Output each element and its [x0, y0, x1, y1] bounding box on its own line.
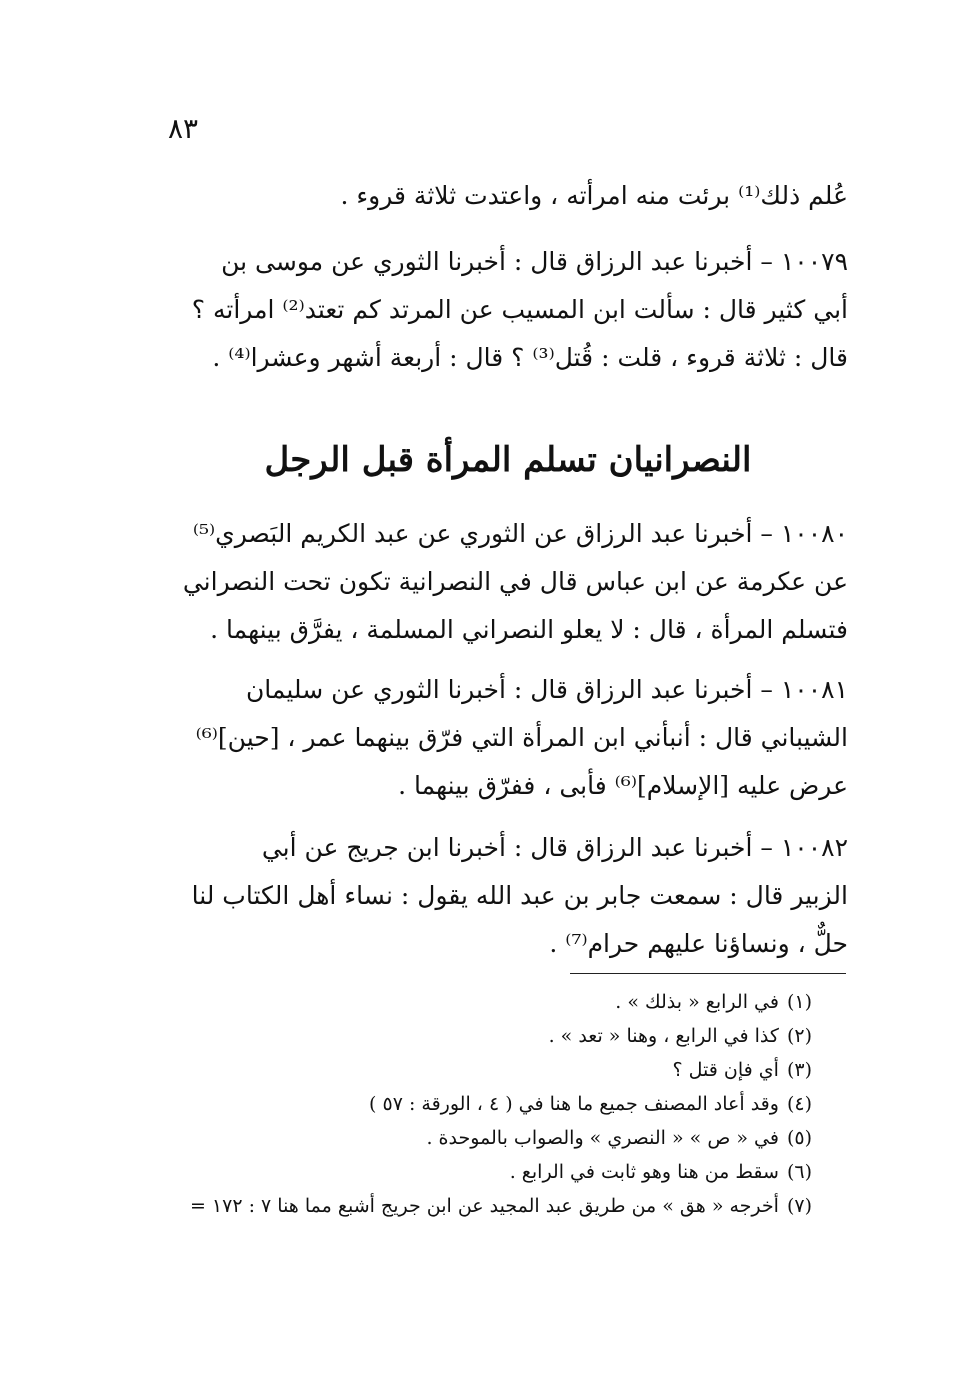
- paragraph-10080: [168, 510, 848, 654]
- paragraph-line: عن عكرمة عن ابن عباس قال في النصرانية تكون تحت النصراني: [182, 567, 848, 596]
- footnote-number: (٦): [786, 1161, 812, 1183]
- footnote-item: [300, 1019, 812, 1053]
- footnote-number: (١): [786, 991, 812, 1013]
- paragraph-line: ١٠٠٧٩ – أخبرنا عبد الرزاق قال : أخبرنا الثوري عن موسى بن: [221, 247, 848, 276]
- paragraph-line: عرض عليه [الإسلام]⁽⁶⁾ فأبى ، ففرّق بينهما .: [398, 771, 848, 800]
- paragraph-10079: [168, 238, 848, 382]
- paragraph-line: فتسلم المرأة ، قال : لا يعلو النصراني المسلمة ، يفرَّق بينهما .: [210, 615, 848, 644]
- footnote-number: (٤): [786, 1093, 812, 1115]
- paragraph-line: حلٌّ ، ونساؤنا عليهم حرام⁽⁷⁾ .: [549, 929, 848, 958]
- page-number: ٨٣: [168, 112, 199, 145]
- paragraph-line: ١٠٠٨٢ – أخبرنا عبد الرزاق قال : أخبرنا ابن جريج عن أبي: [261, 833, 848, 862]
- footnote-text: أي فإن قتل ؟: [672, 1059, 779, 1081]
- paragraph-10081: [168, 666, 848, 810]
- footnote-number: (٣): [786, 1059, 812, 1081]
- footnote-item: [300, 1155, 812, 1189]
- footnote-separator: [570, 973, 846, 974]
- paragraph-line: قال : ثلاثة قروء ، قلت : قُتل⁽³⁾ ؟ قال : أربعة أشهر وعشرا⁽⁴⁾ .: [212, 343, 848, 372]
- paragraph-line: عُلم ذلك⁽¹⁾ برئت منه امرأته ، واعتدت ثلاثة قروء .: [340, 181, 848, 210]
- paragraph-line: ١٠٠٨٠ – أخبرنا عبد الرزاق عن الثوري عن عبد الكريم البَصري⁽⁵⁾: [192, 519, 848, 548]
- paragraph-line: أبي كثير قال : سألت ابن المسيب عن المرتد كم تعتد⁽²⁾ امرأته ؟: [191, 295, 848, 324]
- footnote-text: كذا في الرابع ، وهنا « تعد » .: [548, 1025, 779, 1047]
- footnotes: [189, 985, 812, 1223]
- footnote-number: (٧): [786, 1195, 812, 1217]
- paragraph-10082: [168, 824, 848, 968]
- paragraph-line: الشيباني قال : أنبأني ابن المرأة التي فرّق بينهما عمر ، [حين]⁽⁶⁾: [195, 723, 848, 752]
- paragraph-continuation: [168, 172, 848, 220]
- section-heading: النصرانيان تسلم المرأة قبل الرجل: [264, 440, 752, 480]
- footnote-number: (٢): [786, 1025, 812, 1047]
- footnote-item: [300, 1121, 812, 1155]
- footnote-item: [189, 1189, 812, 1223]
- footnote-item: [300, 985, 812, 1019]
- footnote-text: وقد أعاد المصنف جميع ما هنا في ( ٤ ، الورقة : ٥٧ ): [369, 1093, 779, 1115]
- paragraph-line: الزبير قال : سمعت جابر بن عبد الله يقول : نساء أهل الكتاب لنا: [191, 881, 848, 910]
- paragraph-line: ١٠٠٨١ – أخبرنا عبد الرزاق قال : أخبرنا الثوري عن سليمان: [245, 675, 848, 704]
- footnote-item: [300, 1053, 812, 1087]
- footnote-text: أخرجه « هق » من طريق عبد المجيد عن ابن جريج أشبع مما هنا ٧ : ١٧٢ =: [189, 1195, 779, 1217]
- footnote-item: [300, 1087, 812, 1121]
- footnote-number: (٥): [786, 1127, 812, 1149]
- footnote-text: سقط من هنا وهو ثابت في الرابع .: [509, 1161, 779, 1183]
- footnote-text: في « ص » « النصري » والصواب بالموحدة .: [426, 1127, 779, 1149]
- footnote-text: في الرابع « بذلك » .: [615, 991, 779, 1013]
